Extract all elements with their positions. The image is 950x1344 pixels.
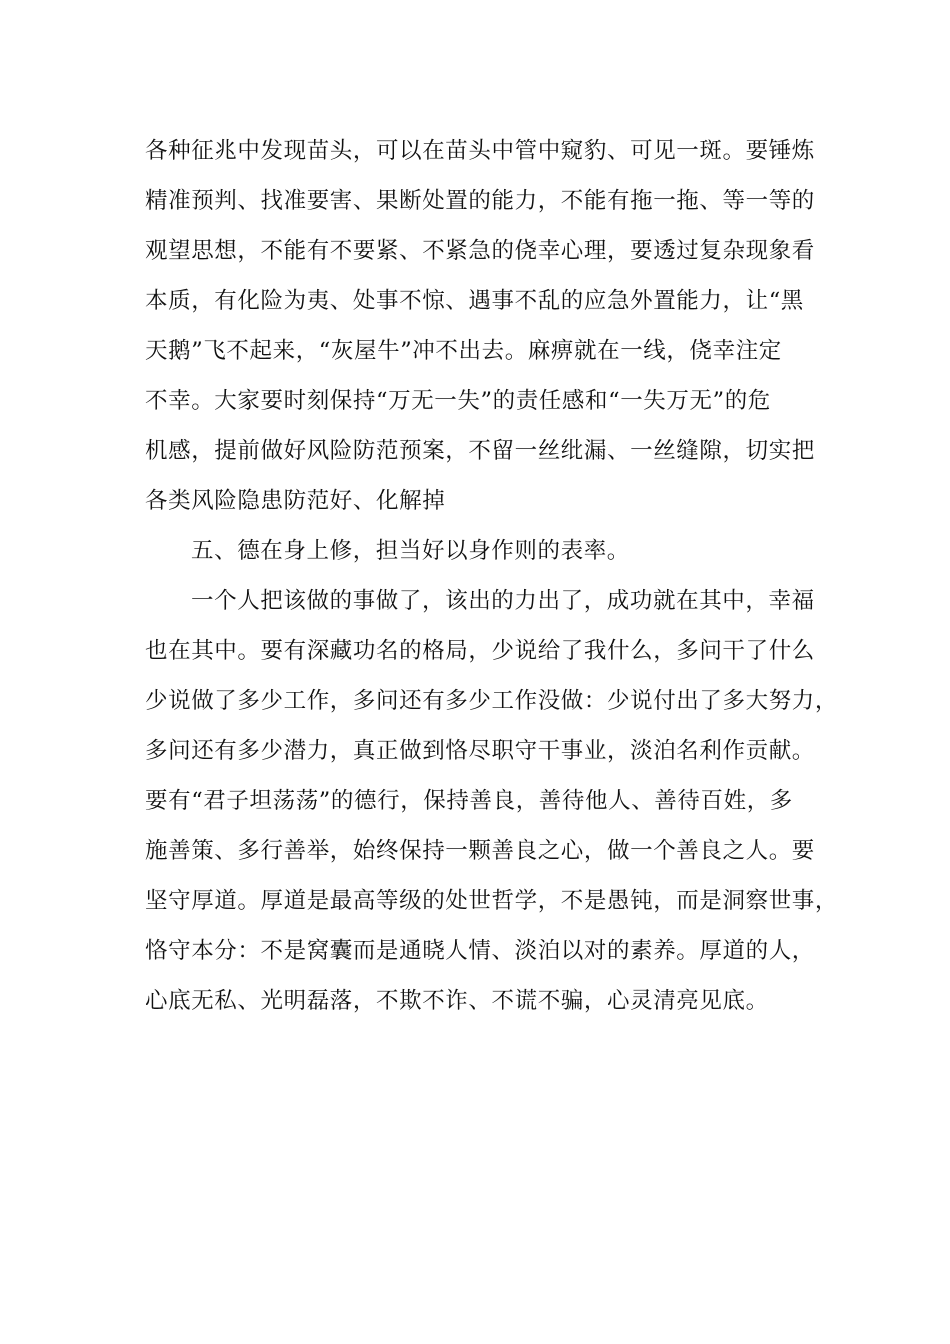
text-line: 各种征兆中发现苗头，可以在苗头中管中窥豹、可见一斑。要锤炼	[145, 138, 815, 164]
text-line: 各类风险隐患防范好、化解掉	[145, 488, 446, 514]
text-line: 也在其中。要有深藏功名的格局，少说给了我什么，多问干了什么	[145, 638, 815, 664]
text-line: 多问还有多少潜力，真正做到恪尽职守干事业，淡泊名利作贡献。	[145, 738, 815, 764]
section-heading: 五、德在身上修，担当好以身作则的表率。	[191, 538, 630, 564]
paragraph-first-line: 一个人把该做的事做了，该出的力出了，成功就在其中，幸福	[191, 588, 815, 614]
text-line: 本质，有化险为夷、处事不惊、遇事不乱的应急外置能力，让“黑	[145, 288, 804, 314]
text-line: 天鹅”飞不起来，“灰屋牛”冲不出去。麻痹就在一线，侥幸注定	[145, 338, 782, 364]
text-line: 坚守厚道。厚道是最高等级的处世哲学，不是愚钝，而是洞察世事，	[145, 888, 839, 914]
text-line: 观望思想，不能有不要紧、不紧急的侥幸心理，要透过复杂现象看	[145, 238, 815, 264]
text-line: 施善策、多行善举，始终保持一颗善良之心，做一个善良之人。要	[145, 838, 815, 864]
text-line: 要有“君子坦荡荡”的德行，保持善良，善待他人、善待百姓，多	[145, 788, 793, 814]
text-line: 精准预判、找准要害、果断处置的能力，不能有拖一拖、等一等的	[145, 188, 815, 214]
text-line: 机感，提前做好风险防范预案，不留一丝纰漏、一丝缝隙，切实把	[145, 438, 815, 464]
text-line: 心底无私、光明磊落，不欺不诈、不谎不骗，心灵清亮见底。	[145, 988, 769, 1014]
text-line: 恪守本分：不是窝囊而是通晓人情、淡泊以对的素养。厚道的人，	[145, 938, 815, 964]
text-line: 不幸。大家要时刻保持“万无一失”的责任感和“一失万无”的危	[145, 388, 771, 414]
text-line: 少说做了多少工作，多问还有多少工作没做：少说付出了多大努力，	[145, 688, 839, 714]
